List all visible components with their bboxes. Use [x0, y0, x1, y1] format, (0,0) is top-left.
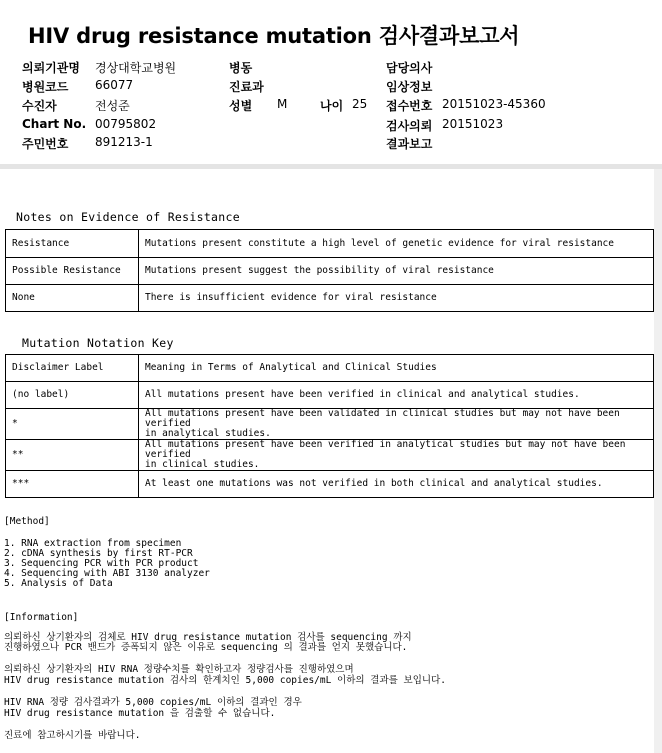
patient-label: 수진자: [22, 99, 57, 113]
notation-desc-line1: All mutations present have been verified in analytical studies but may not have been verified: [145, 439, 626, 460]
receipt-label: 접수번호: [386, 99, 433, 113]
evidence-desc: Mutations present suggest the possibility of viral resistance: [139, 258, 654, 285]
notation-row: [6, 409, 654, 440]
notation-desc-line2: in analytical studies.: [145, 428, 271, 439]
notation-header-label: Disclaimer Label: [6, 355, 139, 382]
information-text: HIV drug resistance mutation 검사의 한계치인 5,000 copies/mL 이하의 결과를 보입니다.: [4, 675, 446, 686]
method-title: [Method]: [4, 516, 50, 527]
evidence-label: Possible Resistance: [6, 258, 139, 285]
chart-value: 00795802: [95, 117, 157, 131]
vertical-scrollbar[interactable]: [654, 169, 662, 753]
information-text: HIV RNA 정량 검사결과가 5,000 copies/mL 이하의 결과인 경우: [4, 697, 302, 708]
method-step: 4. Sequencing with ABI 3130 analyzer: [4, 568, 210, 579]
evidence-desc: There is insufficient evidence for viral resistance: [139, 285, 654, 312]
hospital-code-label: 병원코드: [22, 80, 69, 94]
notation-header-row: [6, 355, 654, 382]
evidence-row: [6, 258, 654, 285]
department-label: 진료과: [229, 80, 264, 94]
notation-desc-line1: All mutations present have been validated in clinical studies but may not have been verified: [145, 408, 620, 429]
notation-table: [5, 354, 654, 498]
notation-desc-line2: in clinical studies.: [145, 459, 260, 470]
evidence-label: Resistance: [6, 230, 139, 258]
report-header: [0, 0, 662, 164]
notation-row: [6, 471, 654, 498]
evidence-desc: Mutations present constitute a high level of genetic evidence for viral resistance: [139, 230, 654, 258]
result-label: 결과보고: [386, 137, 433, 151]
method-step: 2. cDNA synthesis by first RT-PCR: [4, 548, 193, 559]
clinical-info-label: 임상정보: [386, 80, 433, 94]
notation-label: *: [6, 409, 139, 440]
information-title: [Information]: [4, 612, 79, 623]
chart-label: Chart No.: [22, 117, 87, 131]
method-step: 3. Sequencing PCR with PCR product: [4, 558, 199, 569]
notation-label: ***: [6, 471, 139, 498]
notation-desc-line1: At least one mutations was not verified in both clinical and analytical studies.: [145, 478, 603, 489]
ward-label: 병동: [229, 61, 253, 75]
request-label: 검사의뢰: [386, 119, 433, 133]
rrn-value: 891213-1: [95, 135, 153, 149]
evidence-table: [5, 229, 654, 312]
report-body: [0, 169, 654, 753]
age-value: 25: [352, 97, 368, 111]
evidence-row: [6, 285, 654, 312]
hospital-code-value: 66077: [95, 78, 134, 92]
report-title: HIV drug resistance mutation 검사결과보고서: [28, 24, 520, 48]
evidence-label: None: [6, 285, 139, 312]
information-text: HIV drug resistance mutation 을 검출할 수 없습니다.: [4, 708, 276, 719]
notation-label: (no label): [6, 382, 139, 409]
method-step: 5. Analysis of Data: [4, 578, 113, 589]
method-step: 1. RNA extraction from specimen: [4, 538, 182, 549]
notation-row: [6, 382, 654, 409]
patient-value: 전성준: [95, 99, 130, 113]
information-text: 의뢰하신 상기환자의 HIV RNA 정량수치를 확인하고자 정량검사를 진행하였으며: [4, 664, 354, 675]
receipt-value: 20151023-45360: [442, 97, 546, 111]
rrn-label: 주민번호: [22, 137, 69, 151]
institution-value: 경상대학교병원: [95, 61, 177, 75]
doctor-label: 담당의사: [386, 61, 433, 75]
notation-desc-line1: All mutations present have been verified in clinical and analytical studies.: [145, 389, 580, 400]
information-text: 진행하였으나 PCR 밴드가 증폭되지 않은 이유로 sequencing 의 결과를 얻지 못했습니다.: [4, 642, 408, 653]
information-text: 의뢰하신 상기환자의 검체로 HIV drug resistance mutation 검사를 sequencing 까지: [4, 632, 412, 643]
notation-label: **: [6, 440, 139, 471]
request-value: 20151023: [442, 117, 504, 131]
notation-header-desc: Meaning in Terms of Analytical and Clinical Studies: [139, 355, 654, 382]
age-label: 나이: [320, 99, 344, 113]
sex-value: M: [277, 97, 288, 111]
institution-label: 의뢰기관명: [22, 61, 80, 75]
notation-title: Mutation Notation Key: [22, 336, 174, 350]
information-closing: 진료에 참고하시기를 바랍니다.: [4, 730, 141, 741]
notation-row: [6, 440, 654, 471]
sex-label: 성별: [229, 99, 253, 113]
evidence-row: [6, 230, 654, 258]
evidence-title: Notes on Evidence of Resistance: [16, 210, 240, 224]
